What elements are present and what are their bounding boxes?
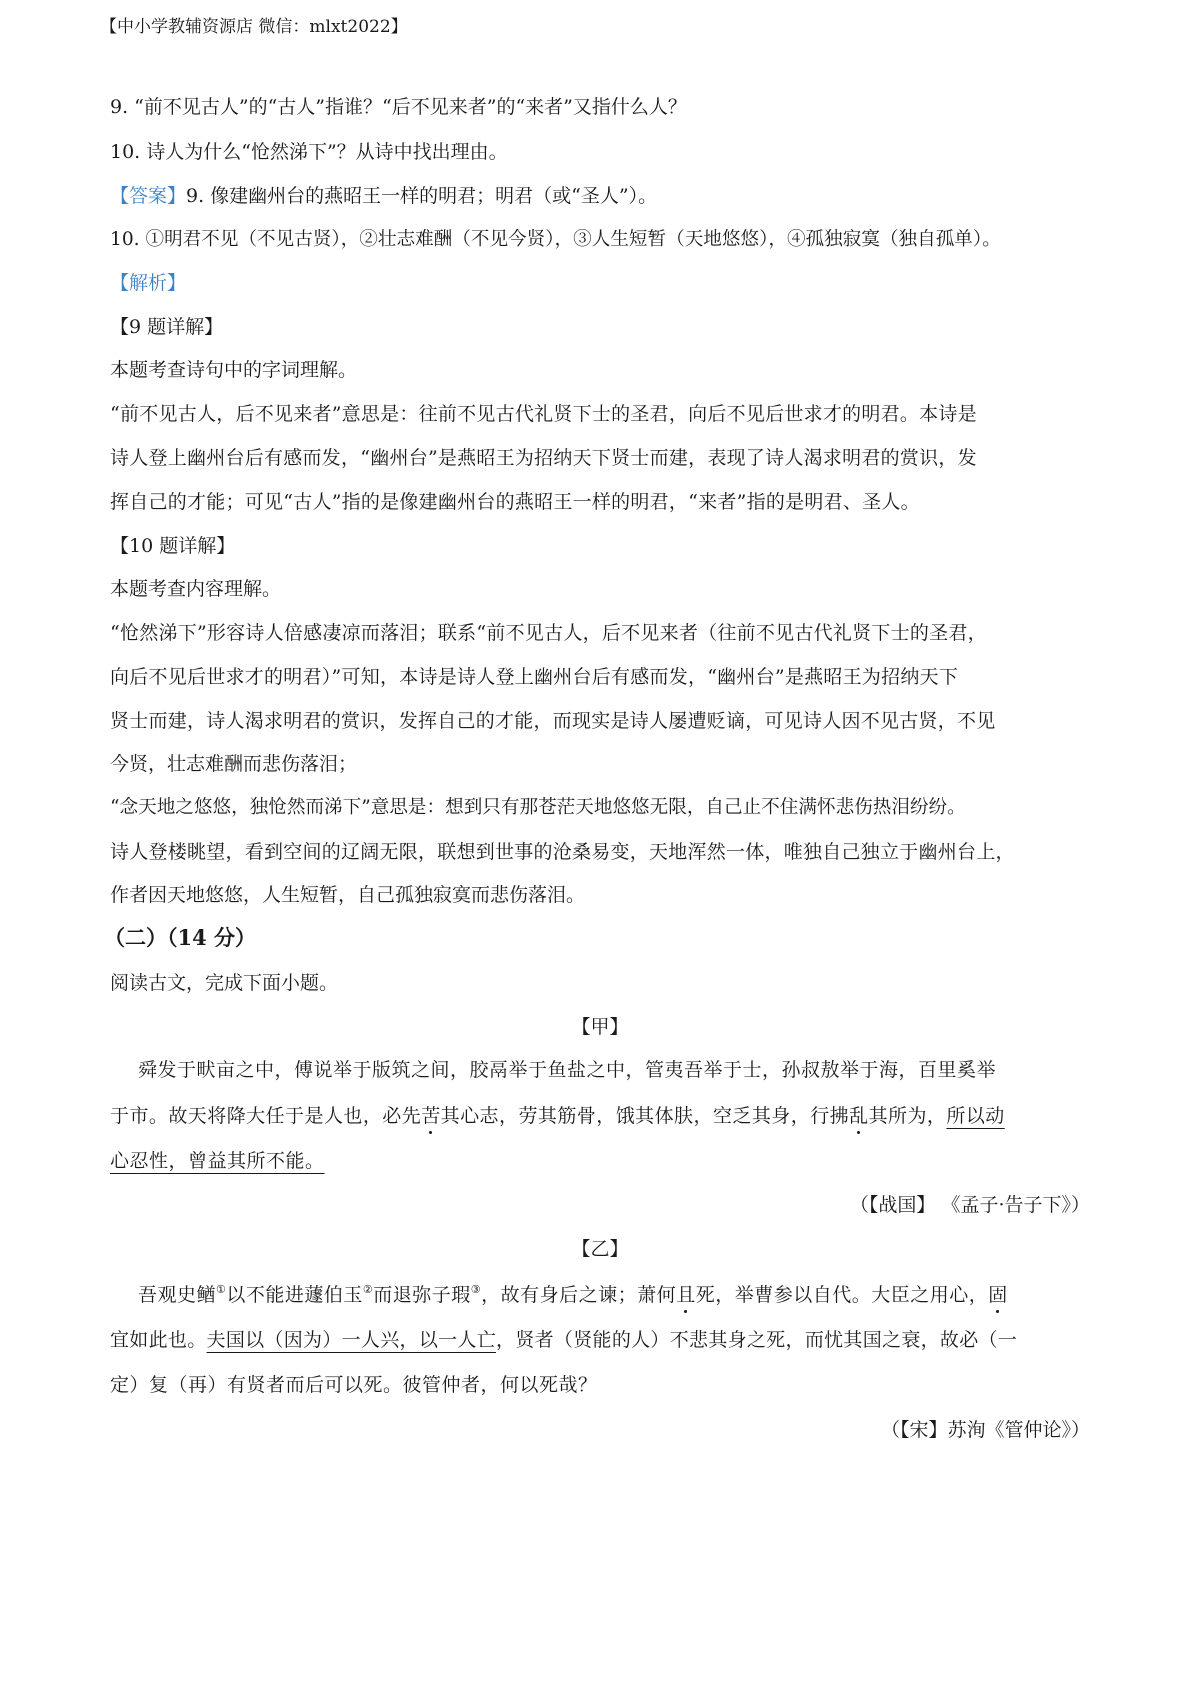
passage-b-source: （【宋】苏洵《管仲论》） xyxy=(880,1419,1090,1441)
section-2-title: （二）（14 分） xyxy=(104,925,257,950)
underlined-sentence: 所以动 xyxy=(946,1105,1005,1127)
passage-a-line-3 xyxy=(110,1148,325,1174)
q9-detail-line: 挥自己的才能；可见“古人”指的是像建幽州台的燕昭王一样的明君，“来者”指的是明君、圣人。 xyxy=(110,491,920,513)
answer-9-text: 9. 像建幽州台的燕昭王一样的明君；明君（或“圣人”）。 xyxy=(186,185,658,207)
answer-10-text: 10. ①明君不见（不见古贤），②壮志难酬（不见今贤），③人生短暂（天地悠悠），④孤独寂寞（独自孤单）。 xyxy=(110,229,1001,250)
section-2-instruction: 阅读古文，完成下面小题。 xyxy=(110,972,339,994)
footnote-1: ① xyxy=(216,1283,227,1296)
q10-detail-line: 今贤，壮志难酬而悲伤落泪； xyxy=(110,753,358,775)
q9-detail-line: “前不见古人，后不见来者”意思是：往前不见古代礼贤下士的圣君，向后不见后世求才的明君。本诗是 xyxy=(110,403,977,425)
question-10: 10. 诗人为什么“怆然涕下”？从诗中找出理由。 xyxy=(110,141,508,163)
watermark-header: 【中小学教辅资源店 微信：mlxt2022】 xyxy=(100,17,408,37)
q10-detail-line: “念天地之悠悠，独怆然而涕下”意思是：想到只有那苍茫天地悠悠无限，自己止不住满怀悲伤热泪纷纷。 xyxy=(110,797,966,818)
passage-b-line-3: 定）复（再）有贤者而后可以死。彼管仲者，何以死哉？ xyxy=(110,1374,598,1396)
q10-detail-line: “怆然涕下”形容诗人倍感凄凉而落泪；联系“前不见古人，后不见来者（往前不见古代礼贤下士的圣君， xyxy=(110,622,987,644)
q10-detail-line: 诗人登楼眺望，看到空间的辽阔无限，联想到世事的沧桑易变，天地浑然一体，唯独自己独立于幽州台上， xyxy=(110,841,1015,863)
emphasis-dot-luan: 乱 xyxy=(849,1105,869,1127)
emphasis-dot-gu: 固 xyxy=(988,1284,1008,1306)
answer-line-9 xyxy=(110,183,657,209)
answer-label: 【答案】 xyxy=(110,185,187,207)
q10-detail-line: 向后不见后世求才的明君）”可知，本诗是诗人登上幽州台后有感而发，“幽州台”是燕昭王为招纳天下 xyxy=(110,666,959,688)
passage-a-line-1: 舜发于畎亩之中，傅说举于版筑之间，胶鬲举于鱼盐之中，管夷吾举于士，孙叔敖举于海，百里奚举 xyxy=(138,1059,997,1081)
passage-a-source: （【战国】 《孟子·告子下》） xyxy=(849,1194,1090,1216)
passage-b-line-2: 宜如此也。夫国以（因为）一人兴，以一人亡，贤者（贤能的人）不悲其身之死，而忧其国之衰，故必（一 xyxy=(110,1329,1018,1351)
q10-detail-intro: 本题考查内容理解。 xyxy=(110,578,282,600)
emphasis-dot-qie: 且 xyxy=(676,1284,696,1306)
passage-a-heading: 【甲】 xyxy=(571,1016,629,1038)
analysis-label: 【解析】 xyxy=(110,272,187,294)
q10-detail-line: 贤士而建，诗人渴求明君的赏识，发挥自己的才能，而现实是诗人屡遭贬谪，可见诗人因不见古贤，不见 xyxy=(110,710,996,732)
emphasis-dot-ku: 苦 xyxy=(421,1105,441,1127)
question-9: 9. “前不见古人”的“古人”指谁？“后不见来者”的“来者”又指什么人？ xyxy=(110,96,687,118)
passage-b-line-1: 吾观史䲡①以不能进蘧伯玉②而退弥子瑕③，故有身后之谏；萧何且死，举曹参以自代。大臣之用心，固 xyxy=(138,1283,1008,1306)
q10-detail-line: 作者因天地悠悠，人生短暂，自己孤独寂寞而悲伤落泪。 xyxy=(110,884,586,906)
q10-detail-title: 【10 题详解】 xyxy=(110,535,236,557)
footnote-3: ③ xyxy=(470,1283,482,1296)
passage-b-heading: 【乙】 xyxy=(571,1238,629,1260)
underlined-sentence: 夫国以（因为）一人兴，以一人亡 xyxy=(206,1329,497,1351)
q9-detail-line: 诗人登上幽州台后有感而发，“幽州台”是燕昭王为招纳天下贤士而建，表现了诗人渴求明君的赏识，发 xyxy=(110,447,977,469)
footnote-2: ② xyxy=(362,1283,374,1296)
q9-detail-intro: 本题考查诗句中的字词理解。 xyxy=(110,359,358,381)
passage-a-line-2: 于市。故天将降大任于是人也，必先苦其心志，劳其筋骨，饿其体肤，空乏其身，行拂乱其所为，所以动 xyxy=(110,1105,1005,1127)
q9-detail-title: 【9 题详解】 xyxy=(110,316,224,338)
underlined-sentence: 心忍性，曾益其所不能。 xyxy=(110,1150,325,1172)
